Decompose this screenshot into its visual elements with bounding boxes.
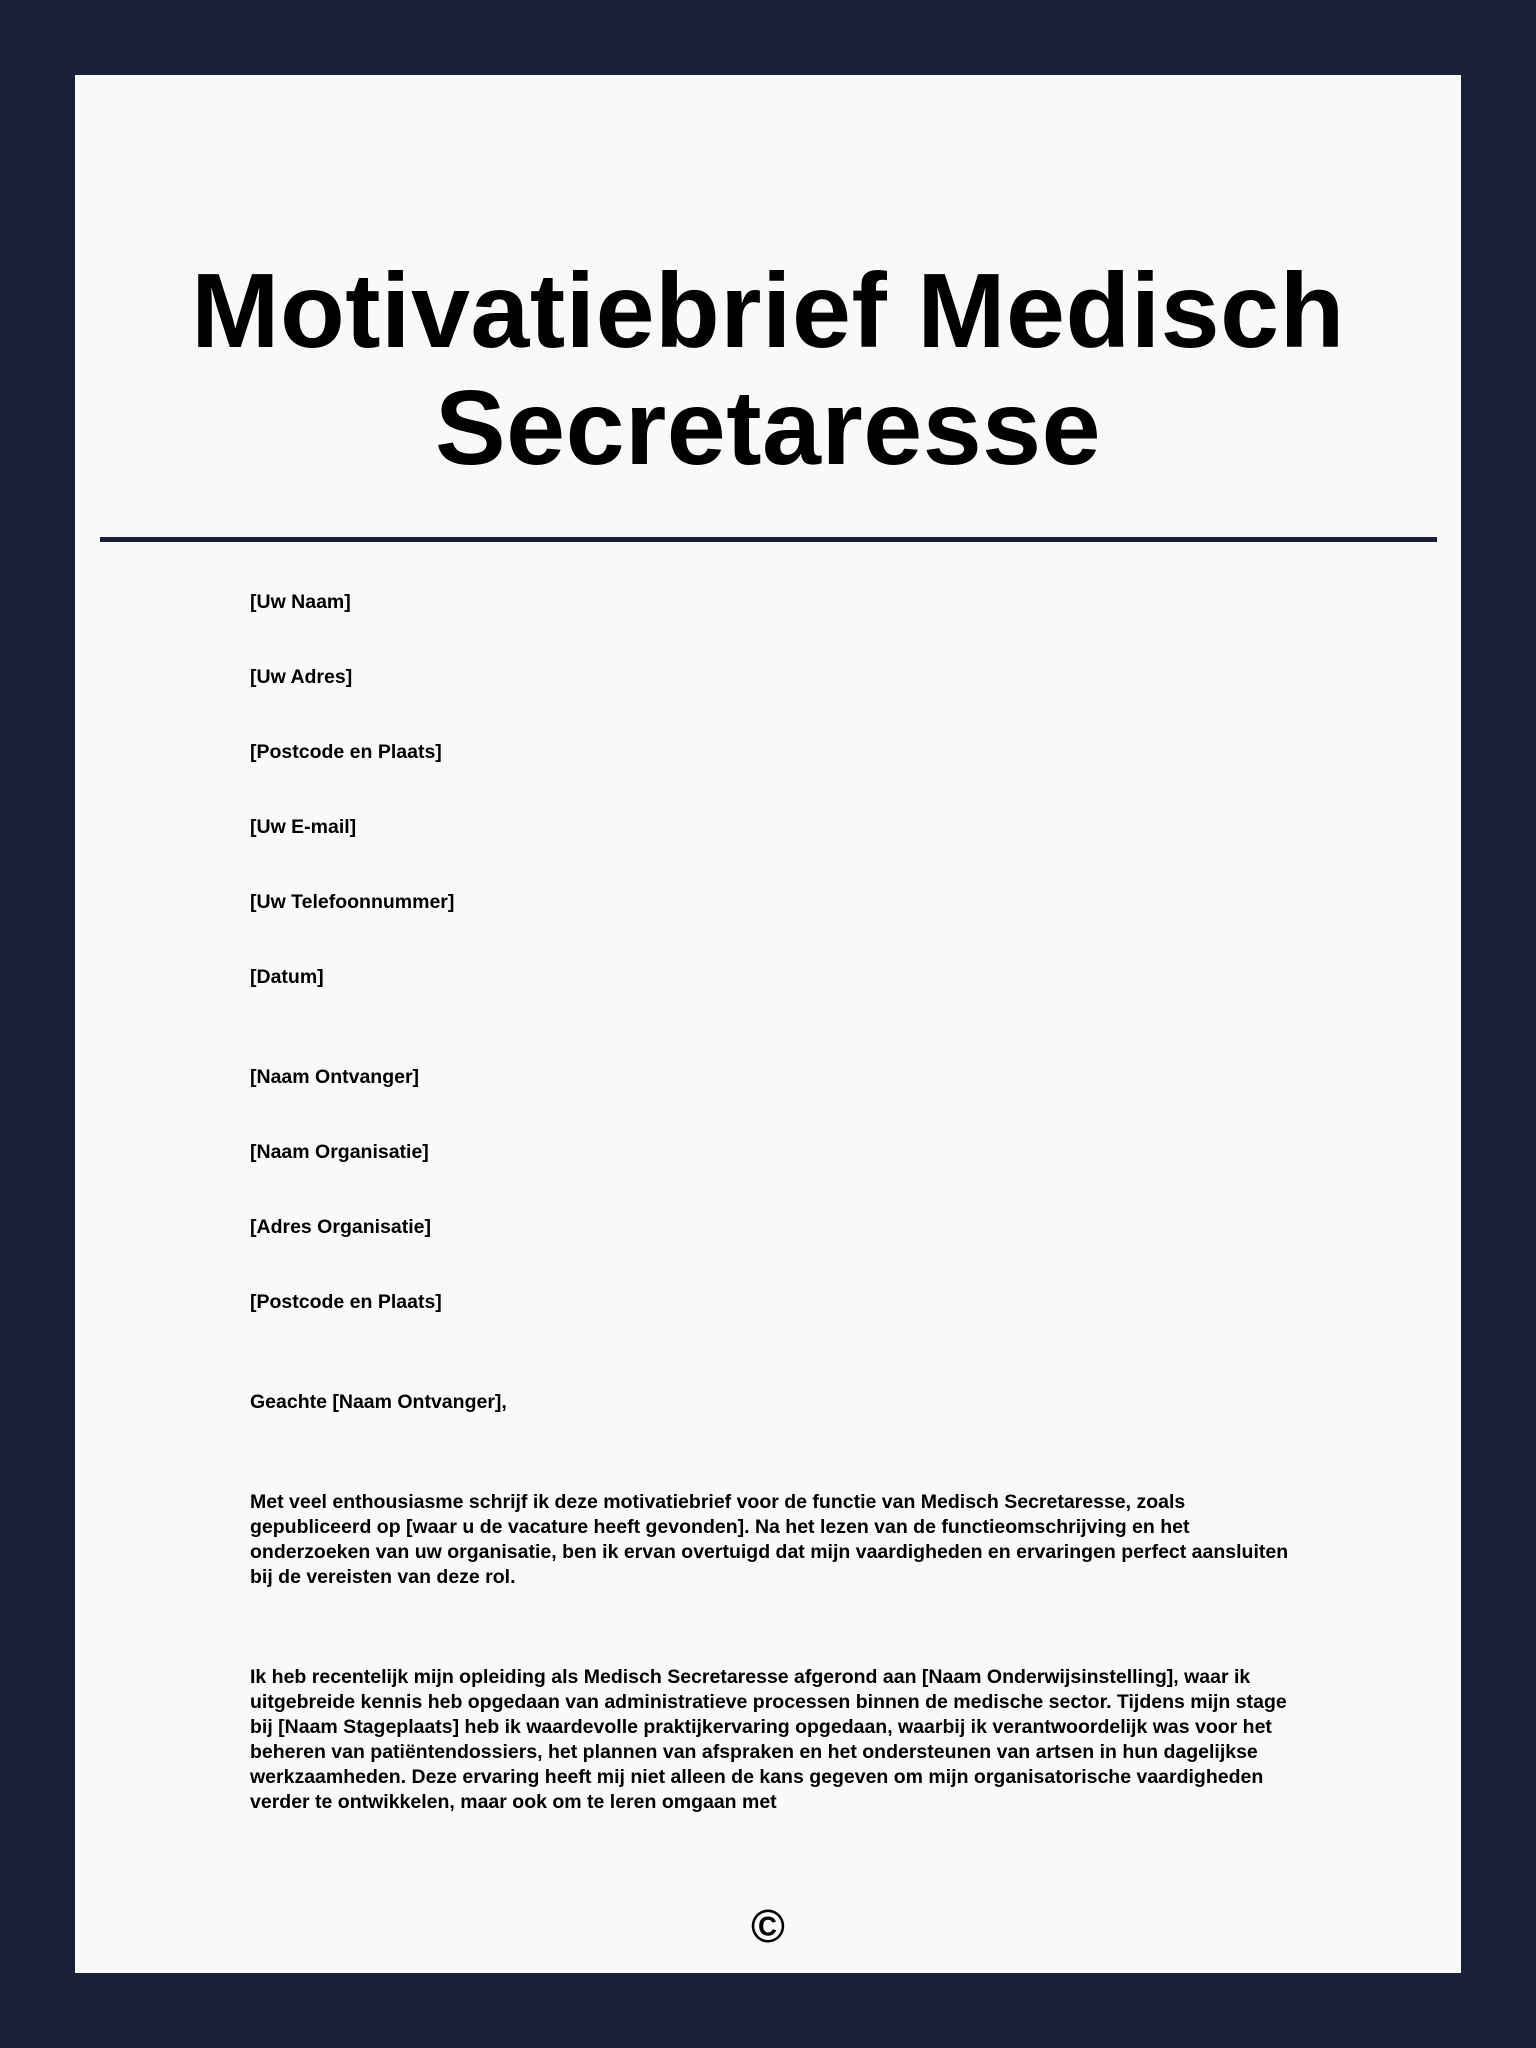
recipient-address: [Adres Organisatie] [250,1216,431,1238]
sender-email: [Uw E-mail] [250,816,357,838]
document-page [75,75,1461,1973]
page-title: Motivatiebrief Medisch Secretaresse [191,252,1345,487]
sender-postcode-city: [Postcode en Plaats] [250,741,442,763]
recipient-name: [Naam Ontvanger] [250,1066,420,1088]
body-paragraph-1: Met veel enthousiasme schrijf ik deze motivatiebrief voor de functie van Medisch Secretaresse, zoals gepubliceerd op [waar u de vacature heeft gevonden]. Na het lezen van de functieomschrijving en het onderzoeken van uw organisatie, ben ik ervan overtuigd dat mijn vaardigheden en ervaringen perfect aansluiten bij de vereisten van deze rol. [250,1491,1289,1588]
title-divider [100,537,1437,542]
salutation: Geachte [Naam Ontvanger], [250,1391,507,1413]
sender-phone: [Uw Telefoonnummer] [250,891,455,913]
sender-name: [Uw Naam] [250,591,351,613]
copyright-icon: © [751,1900,785,1952]
body-paragraph-2: Ik heb recentelijk mijn opleiding als Medisch Secretaresse afgerond aan [Naam Onderwijsinstelling], waar ik uitgebreide kennis heb opgedaan van administratieve processen binnen de medische sector. Tijdens mijn stage bij [Naam Stageplaats] heb ik waardevolle praktijkervaring opgedaan, waarbij ik verantwoordelijk was voor het beheren van patiëntendossiers, het plannen van afspraken en het ondersteunen van artsen in hun dagelijkse werkzaamheden. Deze ervaring heeft mij niet alleen de kans gegeven om mijn organisatorische vaardigheden verder te ontwikkelen, maar ook om te leren omgaan met [250,1666,1287,1813]
recipient-organisation: [Naam Organisatie] [250,1141,429,1163]
recipient-postcode-city: [Postcode en Plaats] [250,1291,442,1313]
sender-address: [Uw Adres] [250,666,353,688]
letter-date: [Datum] [250,966,324,988]
